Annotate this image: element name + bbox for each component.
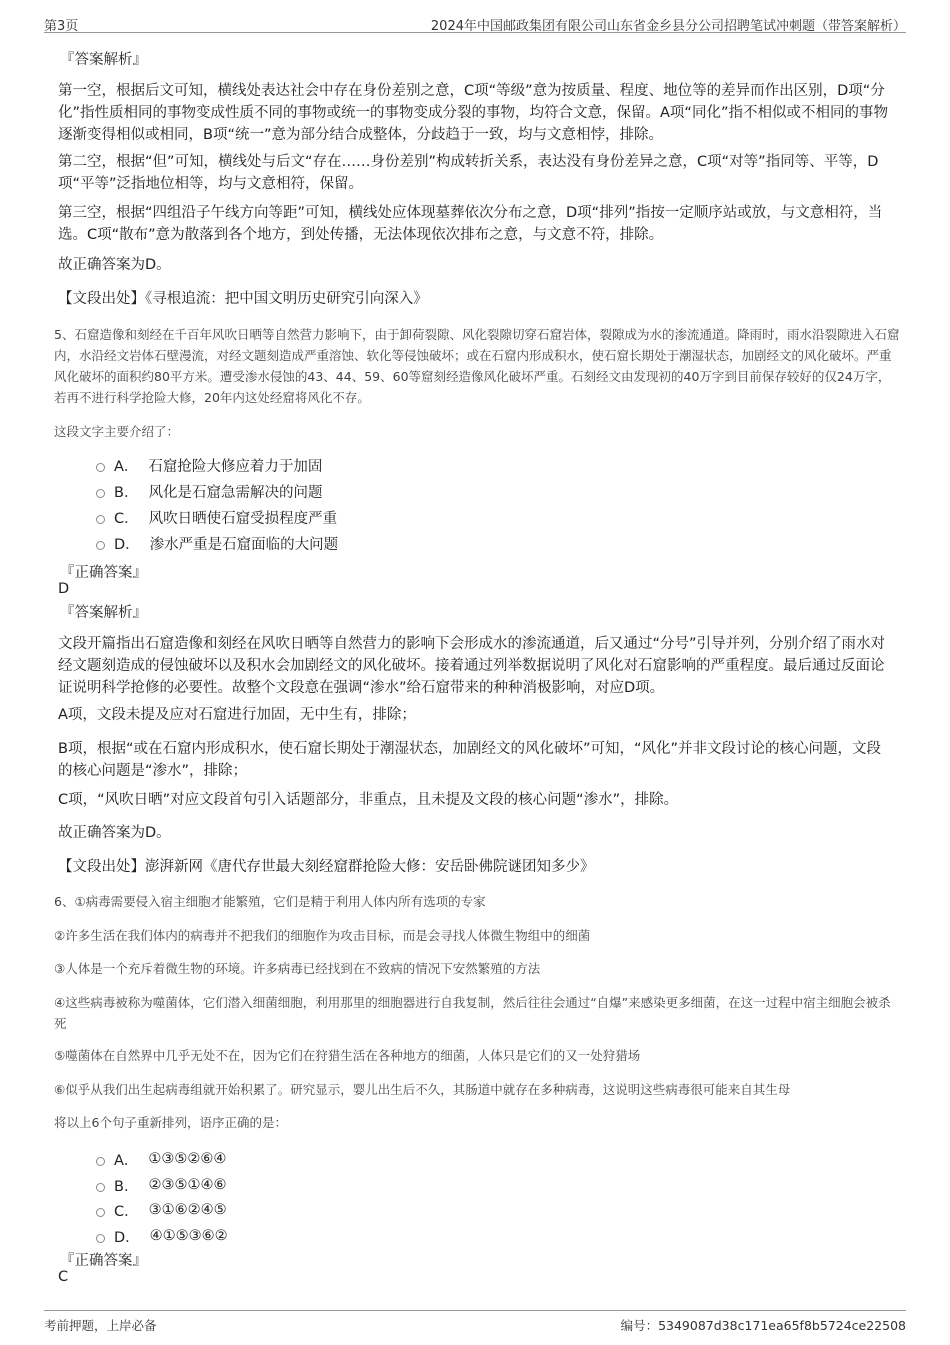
source-citation: 【文段出处】澎湃新网《唐代存世最大刻经窟群抢险大修：安岳卧佛院谜团知多少》 (58, 859, 595, 875)
document-title: 2024年中国邮政集团有限公司山东省金乡县分公司招聘笔试冲刺题（带答案解析） (430, 19, 906, 34)
option-text: ②③⑤①④⑥ (148, 1177, 227, 1193)
analysis-label: 『答案解析』 (60, 605, 147, 621)
correct-answer: C (58, 1269, 69, 1285)
question-stem: 6、①病毒需要侵入宿主细胞才能繁殖，它们是精于利用人体内所有选项的专家 (54, 894, 486, 909)
source-citation: 【文段出处】《寻根追流：把中国文明历史研究引向深入》 (58, 291, 428, 307)
analysis-paragraph: C项，“风吹日晒”对应文段首句引入话题部分，非重点，且未提及文段的核心问题“渗水”，排除。 (58, 792, 679, 808)
analysis-paragraph: 文段开篇指出石窟造像和刻经在风吹日晒等自然营力的影响下会形成水的渗流通道，后又通过“分号”引导并列，分别介绍了雨水对经文题刻造成的侵蚀破坏以及积水会加剧经文的风化破坏。接着通过列举数据说明了风化对石窟影响的严重程度。最后通过反面论证说明科学抢修的必要性。故整个文段意在强调“渗水”给石窟带来的种种消极影响，对应D项。 (58, 636, 886, 696)
option-text: 风化是石窟急需解决的问题 (148, 484, 323, 501)
option-c[interactable] (96, 1200, 227, 1220)
option-letter: D． (114, 536, 140, 553)
option-a[interactable] (96, 455, 322, 475)
option-b[interactable] (96, 481, 322, 501)
document-id: 编号：5349087d38c171ea65f8b5724ce22508 (620, 1318, 906, 1333)
option-letter: D． (114, 1229, 140, 1246)
option-d[interactable] (96, 1226, 228, 1246)
question-prompt: 将以上6个句子重新排列，语序正确的是： (54, 1115, 287, 1130)
option-b[interactable] (96, 1175, 226, 1195)
sentence-3: ③人体是一个充斥着微生物的环境。许多病毒已经找到在不致病的情况下安然繁殖的方法 (54, 961, 541, 976)
answer-label: 『正确答案』 (60, 1253, 147, 1269)
radio-button[interactable] (96, 1157, 105, 1166)
radio-button[interactable] (96, 489, 105, 498)
analysis-paragraph: 第二空，根据“但”可知，横线处与后文“存在……身份差别”构成转折关系，表达没有身份差异之意，C项“对等”指同等、平等，D项“平等”泛指地位相等，均与文意相符，保留。 (58, 154, 879, 192)
radio-button[interactable] (96, 463, 105, 472)
option-letter: B． (114, 484, 139, 501)
radio-button[interactable] (96, 541, 105, 550)
question-stem: 5、石窟造像和刻经在千百年风吹日晒等自然营力影响下，由于卸荷裂隙、风化裂隙切穿石窟岩体，裂隙成为水的渗流通道。降雨时，雨水沿裂隙进入石窟内，水沿经文岩体石壁漫流，对经文题刻造成严重溶蚀、软化等侵蚀破坏；或在石窟内形成积水，使石窟长期处于潮湿状态，加剧经文的风化破坏。严重风化破坏的面积约80平方米。遭受渗水侵蚀的43、44、59、60等窟刻经造像风化破坏严重。石刻经文由发现初的40万字到目前保存较好的仅24万字，若再不进行科学抢险大修，20年内这处经窟将风化不存。 (54, 327, 900, 405)
analysis-paragraph: B项，根据“或在石窟内形成积水，使石窟长期处于潮湿状态，加剧经文的风化破坏”可知，“风化”并非文段讨论的核心问题，文段的核心问题是“渗水”，排除； (58, 741, 881, 779)
option-a[interactable] (96, 1149, 226, 1169)
option-text: ④①⑤③⑥② (149, 1228, 228, 1244)
page-footer (44, 1310, 906, 1335)
analysis-paragraph: 第三空，根据“四组沿子午线方向等距”可知，横线处应体现墓葬依次分布之意，D项“排列”指按一定顺序站或放，与文意相符，当选。C项“散布”意为散落到各个地方，到处传播，无法体现依次排布之意，与文意不符，排除。 (58, 205, 883, 243)
radio-button[interactable] (96, 515, 105, 524)
sentence-4: ④这些病毒被称为噬菌体，它们潜入细菌细胞，利用那里的细胞器进行自我复制，然后往往会通过“自爆”来感染更多细菌，在这一过程中宿主细胞会被杀死 (54, 995, 891, 1031)
option-text: ③①⑥②④⑤ (148, 1202, 227, 1218)
radio-button[interactable] (96, 1208, 105, 1217)
option-text: ①③⑤②⑥④ (148, 1151, 227, 1167)
option-d[interactable] (96, 533, 338, 553)
option-letter: A． (114, 1152, 139, 1169)
analysis-paragraph: A项，文段未提及应对石窟进行加固，无中生有，排除； (58, 707, 416, 723)
footer-slogan: 考前押题，上岸必备 (44, 1318, 157, 1333)
option-letter: C． (114, 510, 139, 527)
correct-answer: D (58, 581, 70, 597)
conclusion: 故正确答案为D。 (58, 825, 171, 841)
radio-button[interactable] (96, 1234, 105, 1243)
page-number: 第3页 (44, 19, 79, 34)
option-letter: C． (114, 1203, 139, 1220)
option-letter: B． (114, 1178, 139, 1195)
sentence-2: ②许多生活在我们体内的病毒并不把我们的细胞作为攻击目标，而是会寻找人体微生物组中的细菌 (54, 928, 591, 943)
sentence-5: ⑤噬菌体在自然界中几乎无处不在，因为它们在狩猎生活在各种地方的细菌，人体只是它们的又一处狩猎场 (54, 1048, 641, 1063)
option-text: 渗水严重是石窟面临的大问题 (149, 536, 339, 553)
sentence-6: ⑥似乎从我们出生起病毒组就开始积累了。研究显示，婴儿出生后不久，其肠道中就存在多种病毒，这说明这些病毒很可能来自其生母 (54, 1082, 791, 1097)
conclusion: 故正确答案为D。 (58, 257, 171, 273)
analysis-paragraph: 第一空，根据后文可知，横线处表达社会中存在身份差别之意，C项“等级”意为按质量、程度、地位等的差异而作出区别，D项“分化”指性质相同的事物变成性质不同的事物或统一的事物变成分裂的事物，均符合文意，保留。A项“同化”指不相似或不相同的事物逐渐变得相似或相同，B项“统一”意为部分结合成整体，分歧趋于一致，均与文意相悖，排除。 (58, 83, 888, 143)
option-c[interactable] (96, 507, 337, 527)
question-prompt: 这段文字主要介绍了： (54, 424, 180, 439)
option-text: 石窟抢险大修应着力于加固 (148, 458, 323, 475)
answer-label: 『正确答案』 (60, 565, 147, 581)
option-text: 风吹日晒使石窟受损程度严重 (148, 510, 338, 527)
option-letter: A． (114, 458, 139, 475)
radio-button[interactable] (96, 1183, 105, 1192)
analysis-label: 『答案解析』 (60, 52, 147, 68)
